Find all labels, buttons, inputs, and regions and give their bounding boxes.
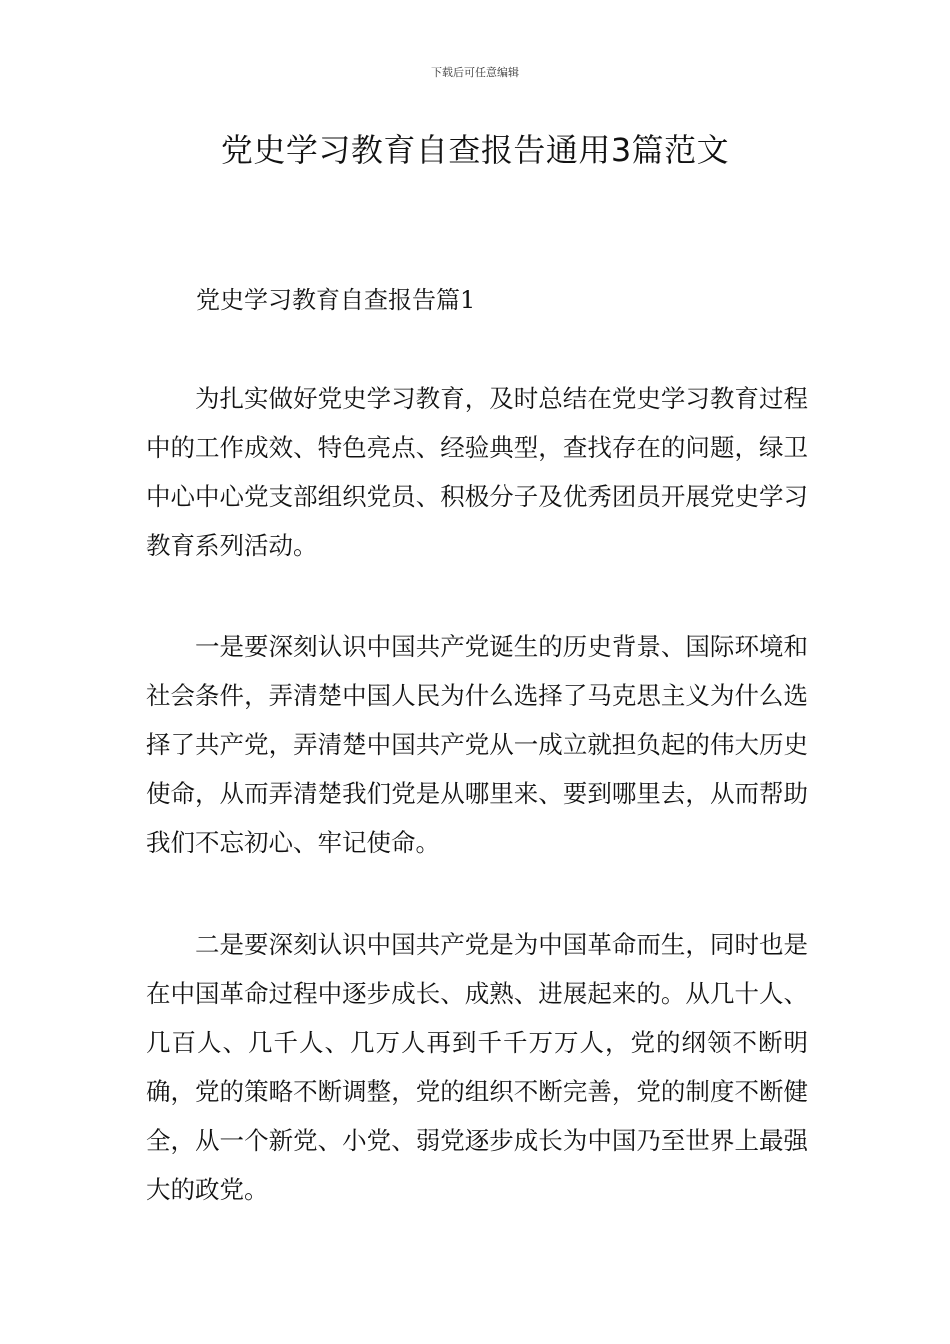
paragraph-2: 一是要深刻认识中国共产党诞生的历史背景、国际环境和社会条件，弄清楚中国人民为什么选择了马克思主义为什么选择了共产党，弄清楚中国共产党从一成立就担负起的伟大历史使命，从而弄清楚我们党是从哪里来、要到哪里去，从而帮助我们不忘初心、牢记使命。 [146,632,808,857]
header-note: 下载后可任意编辑 [431,66,519,79]
section-heading: 党史学习教育自查报告篇1 [196,286,476,314]
paragraph-3: 二是要深刻认识中国共产党是为中国革命而生，同时也是在中国革命过程中逐步成长、成熟、进展起来的。从几十人、几百人、几千人、几万人再到千千万万人，党的纲领不断明确，党的策略不断调整，党的组织不断完善，党的制度不断健全，从一个新党、小党、弱党逐步成长为中国乃至世界上最强大的政党。 [146,930,808,1204]
paragraph-1: 为扎实做好党史学习教育，及时总结在党史学习教育过程中的工作成效、特色亮点、经验典型，查找存在的问题，绿卫中心中心党支部组织党员、积极分子及优秀团员开展党史学习教育系列活动。 [146,384,808,560]
document-title: 党史学习教育自查报告通用3篇范文 [220,131,730,169]
